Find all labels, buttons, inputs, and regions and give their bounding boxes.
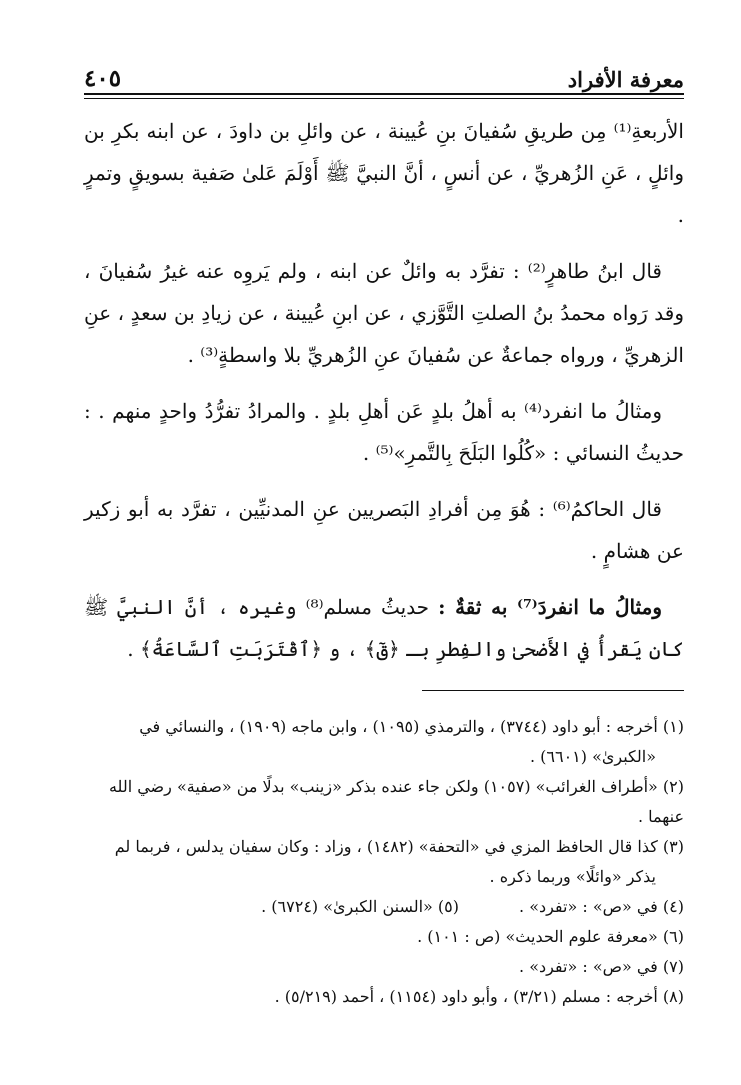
footnote-pair [70,892,684,922]
header-rule-thick [84,93,684,95]
footnote-text: (٢) «أطراف الغرائب» (١٠٥٧) ولكن جاء عنده بذكر «زينب» بدلًا من «صفية» رضي الله عنهما . [108,777,684,826]
footnote [70,922,684,952]
footnote-text: (٥) «السنن الكبرىٰ» (٦٧٢٤) . [261,897,460,916]
footnote [70,772,684,832]
paragraph: ومثالُ ما انفرد⁽⁴⁾ به أهلُ بلدٍ عَن أهلِ بلدٍ . والمرادُ تفرُّدُ واحدٍ منهم . : حديثُ النسائي : «كُلُوا البَلَحَ بِالتَّمرِ»⁽⁵⁾ . [84,399,684,465]
header-rule-thin [84,98,684,99]
main-text [84,110,684,684]
footnote-text: (٧) في «ص» : «تفرد» . [519,957,684,976]
footnote-separator [422,690,684,691]
chapter-title: معرفة الأفراد [567,67,684,92]
footnote-text: (٨) أخرجه : مسلم (٣/٢١) ، وأبو داود (١١٥٤) ، أحمد (٥/٢١٩) . [274,987,684,1006]
footnote-text: يذكر «وائلًا» وربما ذكره . [489,867,656,886]
paragraph: قال الحاكمُ⁽⁶⁾ : هُوَ مِن أفرادِ البَصريين عنِ المدنيِّين ، تفرَّد به أبو زكير عن هشامٍ . [84,497,684,563]
paragraph [84,586,684,670]
footnote [70,982,684,1012]
paragraph-text: حديثُ مسلم⁽⁸⁾ وغيره ، أنَّ النبيَّ ﷺ كان يَقرأُ في الأَضحىٰ والفِطرِ بـ ﴿قٓ﴾ ، و ﴿ٱقْتَرَبَتِ ٱلسَّاعَةُ﴾ . [84,595,684,661]
running-header [84,62,684,92]
footnotes [70,712,684,1012]
page-number: ٤٠٥ [84,65,122,92]
footnote-text: (٦) «معرفة علوم الحديث» (ص : ١٠١) . [417,927,684,946]
footnote [70,832,684,892]
paragraph: قال ابنُ طاهرٍ⁽²⁾ : تفرَّد به وائلٌ عن ابنه ، ولم يَروِه عنه غيرُ سُفيانَ ، وقد رَواه محمدُ بنُ الصلتِ التَّوَّزي ، عن ابنِ عُيينة ، عن زيادِ بن سعدٍ ، عنِ الزهريِّ ، ورواه جماعةٌ عن سُفيانَ عنِ الزُهريِّ بلا واسطةٍ⁽³⁾ . [84,259,684,367]
paragraph: الأربعةِ⁽¹⁾ مِن طريقِ سُفيانَ بنِ عُيينة ، عن وائلِ بن داودَ ، عن ابنه بكرِ بن وائلٍ ، عَنِ الزُهريِّ ، عن أنسٍ ، أنَّ النبيَّ ﷺ أَوْلَمَ عَلىٰ صَفية بسويقٍ وتمرٍ . [84,119,684,227]
footnote-text: (١) أخرجه : أبو داود (٣٧٤٤) ، والترمذي (١٠٩٥) ، وابن ماجه (١٩٠٩) ، والنسائي في [139,717,684,736]
footnote-text: (٣) كذا قال الحافظ المزي في «التحفة» (١٤٨٢) ، وزاد : وكان سفيان يدلس ، فربما لم [114,837,684,856]
footnote [70,952,684,982]
footnote [70,712,684,772]
footnote-text: «الكبرىٰ» (٦٦٠١) . [529,747,656,766]
bold-lead: ومثالُ ما انفردَ⁽⁷⁾ به ثقةٌ : [438,595,662,619]
footnote-text: (٤) في «ص» : «تفرد» . [519,897,684,916]
